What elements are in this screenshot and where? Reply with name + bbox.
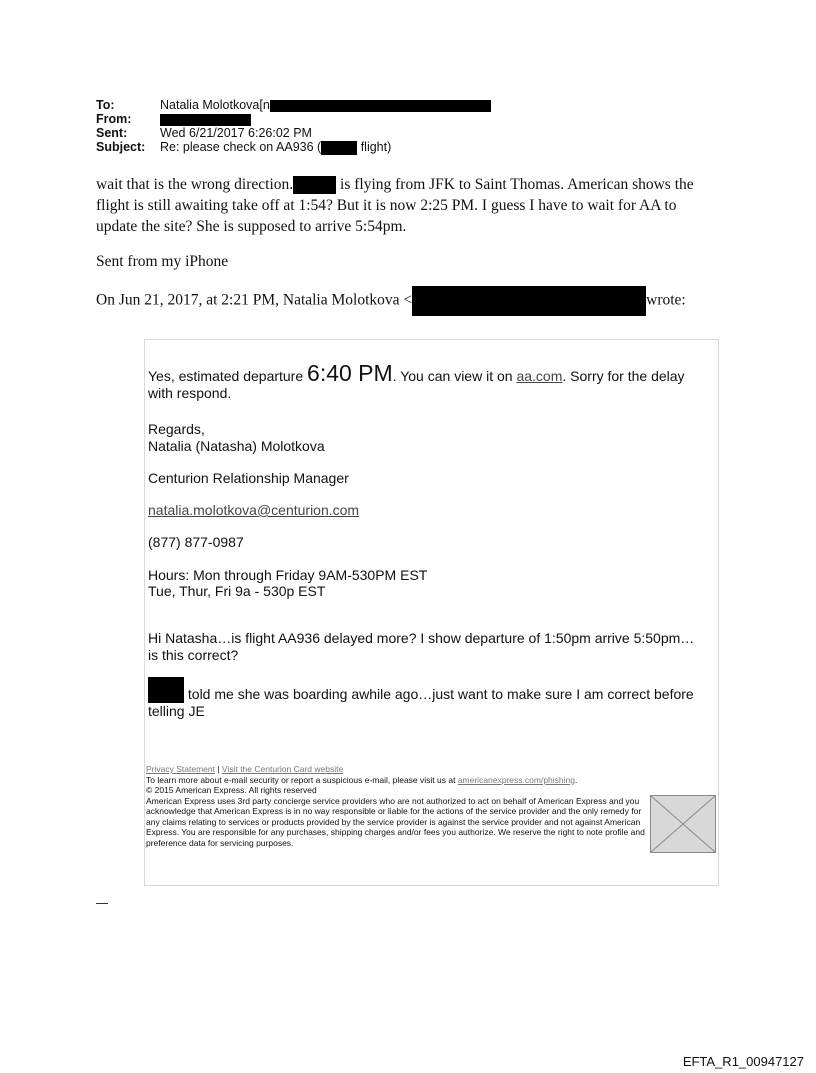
reply-text: . You can view it on <box>392 368 517 384</box>
from-value <box>160 112 251 126</box>
body-paragraph <box>96 174 716 237</box>
boarding-paragraph <box>148 677 703 720</box>
disclaimer: American Express uses 3rd party concierge service providers who are not authorized to act on behalf of American Express and you acknowledge that American Express is in no way responsible or liable for the actions of the service provider and the only remedy for any claims relating to services or products provided by the service provider is against the service provider and not against American Express. You are responsible for any purchases, shipping charges and/or fees you authorize. We reserve the right to note profile and preference data for servicing purposes. <box>146 795 645 848</box>
sent-label: Sent: <box>96 126 128 140</box>
divider <box>96 903 108 904</box>
broken-image-icon <box>650 795 716 853</box>
phone-number: (877) 877-0987 <box>148 534 244 550</box>
reply-text: Yes, estimated departure <box>148 368 308 384</box>
centurion-website-link[interactable]: Visit the Centurion Card website <box>221 764 344 774</box>
document-id: EFTA_R1_00947127 <box>682 1054 804 1069</box>
from-label: From: <box>96 112 132 126</box>
signature: Sent from my iPhone <box>96 253 229 270</box>
link-separator: | <box>214 764 222 774</box>
redaction-box <box>148 677 184 703</box>
redaction-box <box>270 100 491 112</box>
question-paragraph: Hi Natasha…is flight AA936 delayed more? I show departure of 1:50pm arrive 5:50pm…is this correct? <box>148 630 695 663</box>
image-placeholder-cross <box>651 796 715 852</box>
sender-name: Natalia (Natasha) Molotkova <box>148 438 325 454</box>
redaction-box <box>321 141 357 155</box>
sender-title: Centurion Relationship Manager <box>148 470 349 486</box>
boarding-text: told me she was boarding awhile ago…just want to make sure I am correct before telling JE <box>148 686 694 719</box>
hours-line-1: Hours: Mon through Friday 9AM-530PM EST <box>148 567 428 583</box>
to-label: To: <box>96 98 115 112</box>
redaction-box <box>160 114 251 126</box>
privacy-statement-link[interactable]: Privacy Statement <box>146 764 215 774</box>
regards: Regards, <box>148 421 205 437</box>
reply-text: . Sorry for the delay with respond. <box>148 368 685 401</box>
email-link[interactable]: natalia.molotkova@centurion.com <box>148 502 360 518</box>
subject-suffix: flight) <box>360 140 392 154</box>
quote-intro-end: wrote: <box>646 291 686 309</box>
quoted-message <box>144 339 719 886</box>
body-text-rest: is flying from JFK to Saint Thomas. American shows the flight is still awaiting take off at 1:54? But it is now 2:25 PM. I guess I have to wait for AA to update the site? She is supposed to arrive 5:54pm. <box>96 176 694 235</box>
redaction-box <box>412 286 646 316</box>
legal-footer <box>146 764 646 848</box>
security-text: To learn more about e-mail security or report a suspicious e-mail, please visit us at <box>146 774 458 785</box>
subject-label: Subject: <box>96 140 146 154</box>
hours-line-2: Tue, Thur, Fri 9a - 530p EST <box>148 583 326 599</box>
body-text-start: wait that is the wrong direction. <box>96 176 294 193</box>
quote-intro <box>96 286 716 316</box>
to-recipient: Natalia Molotkova[n <box>160 98 270 112</box>
subject-prefix: Re: please check on AA936 ( <box>160 140 322 154</box>
redaction-box <box>293 176 336 194</box>
footer-links <box>146 764 646 775</box>
aa-com-link[interactable]: aa.com <box>516 368 563 384</box>
phishing-link[interactable]: americanexpress.com/phishing <box>457 774 575 785</box>
email-body <box>96 174 716 316</box>
security-line: To learn more about e-mail security or report a suspicious e-mail, please visit us at americanexpress.com/phishing. <box>146 774 578 785</box>
to-value <box>160 98 491 112</box>
copyright: © 2015 American Express. All rights reserved <box>146 785 317 795</box>
quote-intro-text: On Jun 21, 2017, at 2:21 PM, Natalia Molotkova < <box>96 291 413 309</box>
reply-paragraph <box>148 360 703 402</box>
sent-value: Wed 6/21/2017 6:26:02 PM <box>160 126 312 140</box>
subject-value <box>160 140 391 155</box>
departure-time: 6:40 PM <box>307 360 393 386</box>
